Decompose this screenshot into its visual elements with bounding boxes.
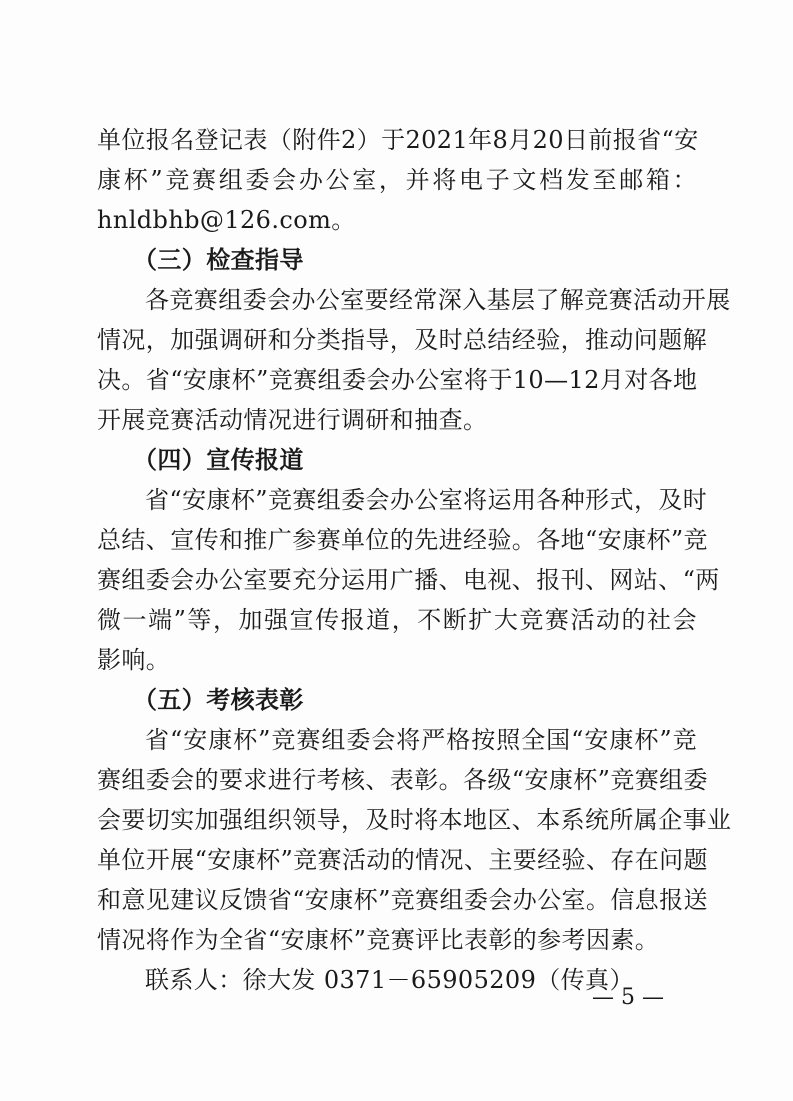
- body-line: 总结、宣传和推广参赛单位的先进经验。各地“安康杯”竞: [97, 526, 708, 554]
- body-line: 决。省“安康杯”竞赛组委会办公室将于10—12月对各地: [97, 366, 698, 394]
- body-line: 赛组委会办公室要充分运用广播、电视、报刊、网站、“两: [97, 566, 720, 594]
- page-number: — 5 —: [592, 985, 664, 1010]
- body-line: 康杯”竞赛组委会办公室，并将电子文档发至邮箱：: [97, 166, 697, 194]
- section-heading-publicity: （四）宣传报道: [133, 446, 304, 474]
- body-line: 各竞赛组委会办公室要经常深入基层了解竞赛活动开展: [145, 286, 731, 314]
- body-line: 微一端”等，加强宣传报道，不断扩大竞赛活动的社会: [97, 606, 697, 634]
- section-heading-evaluation: （五）考核表彰: [133, 686, 304, 714]
- section-heading-inspection: （三）检查指导: [133, 246, 304, 274]
- body-line: 单位开展“安康杯”竞赛活动的情况、主要经验、存在问题: [97, 846, 708, 874]
- body-line: 和意见建议反馈省“安康杯”竞赛组委会办公室。信息报送: [97, 886, 708, 914]
- body-line: 开展竞赛活动情况进行调研和抽查。: [97, 406, 488, 434]
- body-line: 省“安康杯”竞赛组委会将严格按照全国“安康杯”竞: [145, 726, 697, 754]
- contact-line: 联系人：徐大发 0371－65905209（传真）: [145, 966, 634, 994]
- document-body: [97, 120, 732, 1000]
- body-line: 情况，加强调研和分类指导，及时总结经验，推动问题解: [97, 326, 707, 354]
- body-line: 单位报名登记表（附件2）于2021年8月20日前报省“安: [97, 126, 699, 154]
- body-line: 情况将作为全省“安康杯”竞赛评比表彰的参考因素。: [97, 926, 660, 954]
- body-line: 省“安康杯”竞赛组委会办公室将运用各种形式，及时: [145, 486, 708, 514]
- body-line: 影响。: [97, 646, 171, 674]
- body-line-email: hnldbhb@126.com。: [97, 206, 356, 234]
- body-line: 会要切实加强组织领导，及时将本地区、本系统所属企事业: [97, 806, 732, 834]
- body-line: 赛组委会的要求进行考核、表彰。各级“安康杯”竞赛组委: [97, 766, 708, 794]
